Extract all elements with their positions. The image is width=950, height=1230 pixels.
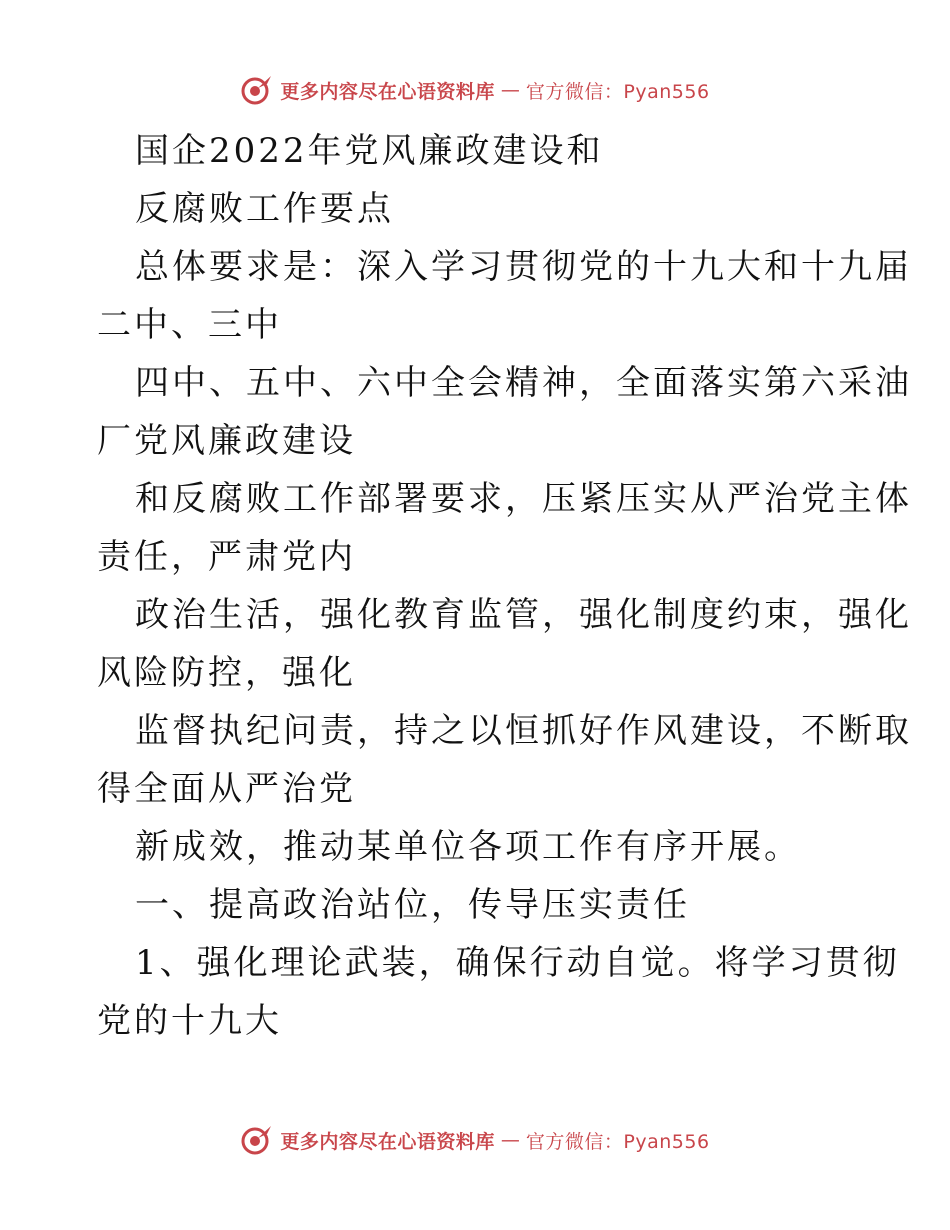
document-line: 政治生活，强化教育监管，强化制度约束，强化: [135, 595, 912, 635]
watermark-sub-text: 官方微信：Pyan556: [525, 1130, 710, 1153]
document-line: 厂党风廉政建设: [97, 421, 356, 461]
watermark-main-text: 更多内容尽在心语资料库: [280, 1130, 495, 1153]
document-line: 反腐败工作要点: [135, 189, 394, 229]
document-line: 责任，严肃党内: [97, 537, 356, 577]
document-line: 1、强化理论武装，确保行动自觉。将学习贯彻: [135, 943, 900, 983]
footer-watermark: [0, 1122, 950, 1158]
document-line: 得全面从严治党: [97, 769, 356, 809]
watermark-separator: —: [500, 1129, 520, 1151]
document-body: [97, 122, 912, 1050]
document-line: 总体要求是：深入学习贯彻党的十九大和十九届: [135, 247, 912, 287]
document-line: 一、提高政治站位，传导压实责任: [135, 885, 690, 925]
watermark-sub-text: 官方微信：Pyan556: [525, 80, 710, 103]
document-line: 党的十九大: [97, 1001, 282, 1041]
document-line: 国企2022年党风廉政建设和: [135, 131, 604, 171]
document-line: 新成效，推动某单位各项工作有序开展。: [135, 827, 801, 867]
quill-logo-icon: [240, 1123, 274, 1157]
document-line: 和反腐败工作部署要求，压紧压实从严治党主体: [135, 479, 912, 519]
header-watermark: [0, 72, 950, 108]
document-line: 监督执纪问责，持之以恒抓好作风建设，不断取: [135, 711, 912, 751]
quill-logo-icon: [240, 73, 274, 107]
document-line: 四中、五中、六中全会精神，全面落实第六采油: [135, 363, 912, 403]
watermark-separator: —: [500, 79, 520, 101]
watermark-main-text: 更多内容尽在心语资料库: [280, 80, 495, 103]
document-line: 风险防控，强化: [97, 653, 356, 693]
document-line: 二中、三中: [97, 305, 282, 345]
